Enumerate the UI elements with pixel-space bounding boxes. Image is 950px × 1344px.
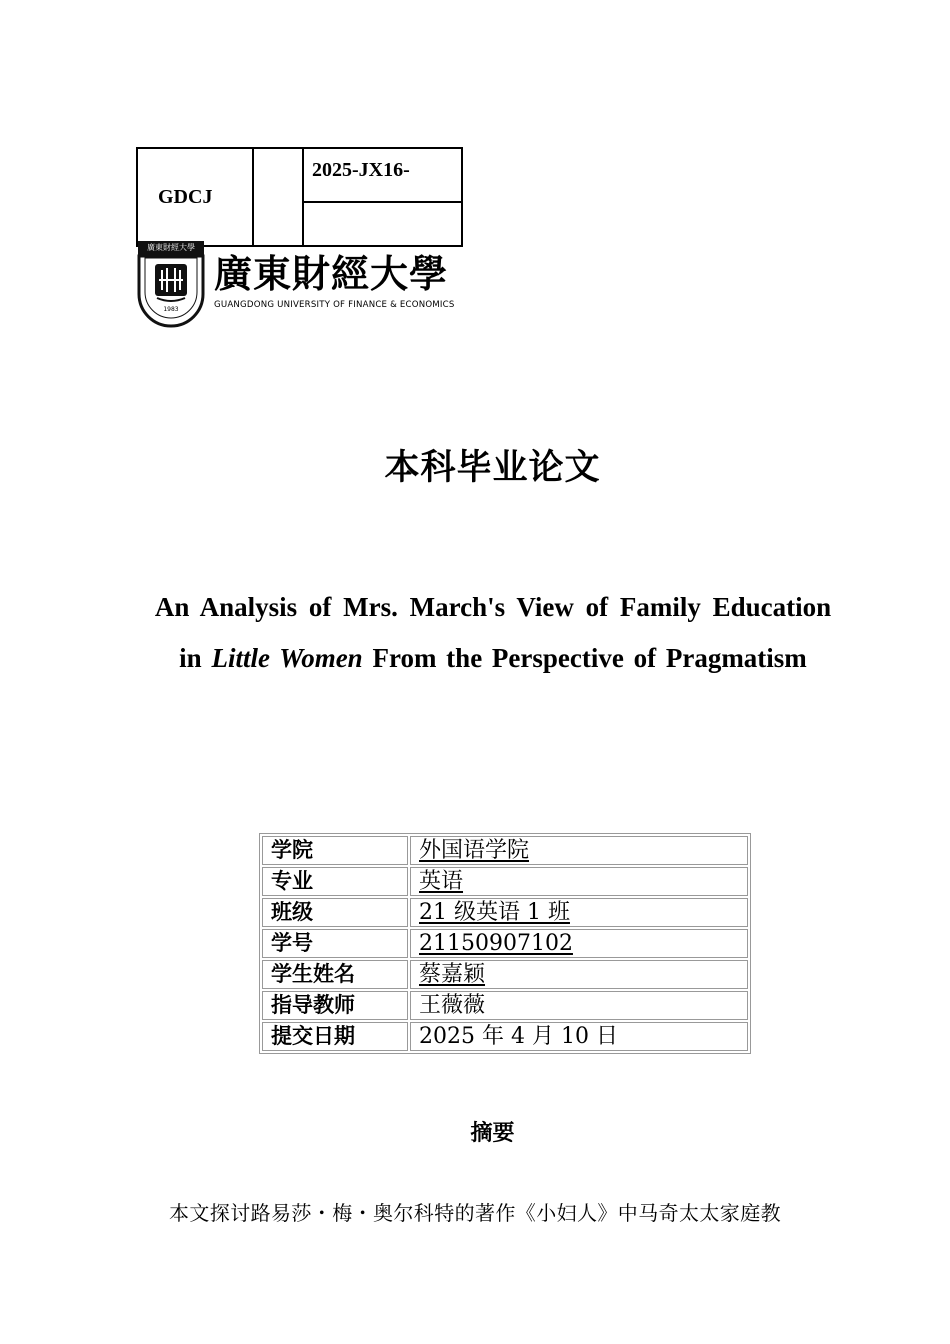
table-row	[262, 836, 748, 865]
seal-header-text: 廣東財經大學	[147, 243, 195, 252]
info-table	[259, 833, 751, 1054]
table-row	[262, 960, 748, 989]
code-blank-cell	[253, 148, 303, 246]
thesis-title-line1: An Analysis of Mrs. March's View of Family Education	[154, 592, 832, 622]
code-number: 2025-JX16-	[303, 148, 462, 202]
thesis-title-prefix: in	[179, 643, 212, 673]
info-value: 英语	[410, 867, 748, 896]
info-label: 专业	[262, 867, 408, 896]
table-row	[262, 991, 748, 1020]
table-row	[262, 929, 748, 958]
university-logo	[137, 240, 463, 328]
info-value: 蔡嘉颖	[410, 960, 748, 989]
university-name-en: GUANGDONG UNIVERSITY OF FINANCE & ECONOMICS	[214, 300, 455, 310]
info-label: 学生姓名	[262, 960, 408, 989]
abstract-title: 摘要	[470, 1121, 515, 1146]
code-prefix: GDCJ	[137, 148, 253, 246]
university-name-cn: 廣東財經大學	[214, 251, 449, 296]
info-label: 学院	[262, 836, 408, 865]
info-value: 王薇薇	[410, 991, 748, 1020]
table-row	[262, 898, 748, 927]
table-row	[262, 1022, 748, 1051]
table-row	[262, 867, 748, 896]
info-value: 21 级英语 1 班	[410, 898, 748, 927]
info-value: 21150907102	[410, 929, 748, 958]
abstract-text: 本文探讨路易莎・梅・奥尔科特的著作《小妇人》中马奇太太家庭教	[169, 1201, 781, 1225]
book-title: Little Women	[211, 643, 363, 673]
info-value: 外国语学院	[410, 836, 748, 865]
info-label: 指导教师	[262, 991, 408, 1020]
info-label: 提交日期	[262, 1022, 408, 1051]
seal-year: 1983	[163, 306, 179, 313]
page-title: 本科毕业论文	[384, 448, 601, 488]
info-label: 班级	[262, 898, 408, 927]
info-value: 2025 年 4 月 10 日	[410, 1022, 748, 1051]
thesis-title-line2	[130, 643, 856, 674]
thesis-title-suffix: From the Perspective of Pragmatism	[362, 643, 807, 673]
code-box	[136, 147, 463, 247]
info-label: 学号	[262, 929, 408, 958]
